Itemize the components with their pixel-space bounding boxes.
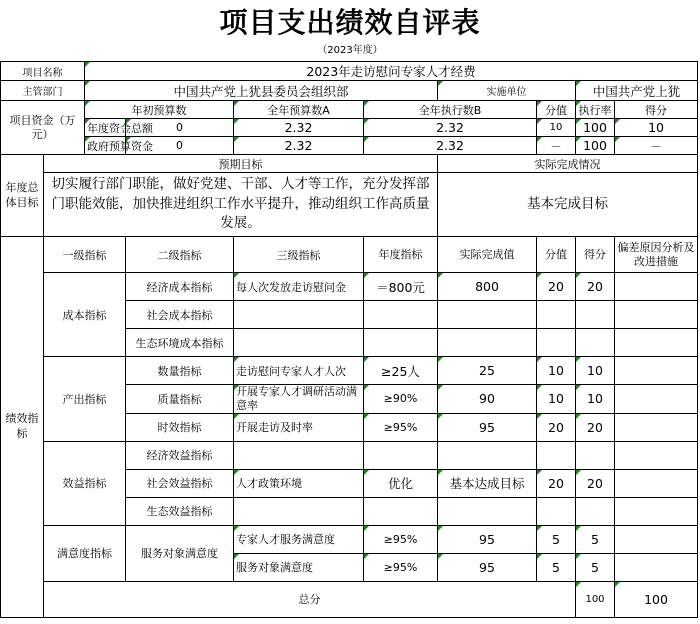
target-value: ≥95% (364, 413, 438, 441)
level2-time: 时效指标 (126, 413, 234, 441)
level3-item: 每人次发放走访慰问金 (234, 273, 364, 301)
got-value: 5 (576, 553, 615, 581)
score-value (537, 301, 576, 329)
funds-score: － (537, 137, 576, 155)
funds-header-score: 分值 (537, 101, 576, 119)
level3-item: 服务对象满意度 (234, 553, 364, 581)
funds-header-row (1, 101, 698, 119)
level1-output: 产出指标 (44, 357, 126, 442)
deviation-cell (615, 553, 698, 581)
year-label: （2023年度） (317, 45, 383, 56)
funds-row-name: 年度资金总额 (85, 119, 126, 137)
got-value: 20 (576, 469, 615, 497)
level2-cost-social: 社会成本指标 (126, 301, 234, 329)
funds-exec: 2.32 (364, 119, 537, 137)
actual-value (438, 441, 537, 469)
level1-satisfaction: 满意度指标 (44, 525, 126, 581)
funds-initial: 0 (126, 137, 234, 155)
level3-item: 人才政策环境 (234, 469, 364, 497)
actual-value (438, 497, 537, 525)
funds-annual: 2.32 (234, 119, 364, 137)
level3-item: 开展专家人才调研活动满意率 (234, 385, 364, 414)
funds-header-exec: 全年执行数B (364, 101, 537, 119)
level3-item: 开展走访及时率 (234, 413, 364, 441)
funds-header-annual: 全年预算数A (234, 101, 364, 119)
funds-row-gov (1, 137, 698, 155)
perf-header-got: 得分 (576, 237, 615, 273)
goal-content-row (1, 173, 698, 237)
actual-value: 800 (438, 273, 537, 301)
deviation-cell (615, 413, 698, 441)
total-row (1, 581, 698, 617)
level2-ben-eco: 生态效益指标 (126, 497, 234, 525)
actual-result: 基本完成目标 (438, 173, 698, 237)
got-value (576, 441, 615, 469)
target-value (364, 301, 438, 329)
level3-item (234, 329, 364, 357)
score-value: 5 (537, 525, 576, 553)
actual-value: 95 (438, 525, 537, 553)
deviation-cell (615, 441, 698, 469)
actual-value: 90 (438, 385, 537, 414)
performance-table (0, 61, 698, 618)
target-value: ＝800元 (364, 273, 438, 301)
funds-got: 10 (615, 119, 698, 137)
perf-header-score: 分值 (537, 237, 576, 273)
score-value (537, 441, 576, 469)
funds-initial: 0 (126, 119, 234, 137)
target-value: ≥90% (364, 385, 438, 414)
actual-value: 25 (438, 357, 537, 385)
total-label: 总分 (44, 581, 576, 617)
perf-header-level1: 一级指标 (44, 237, 126, 273)
level2-cost-econ: 经济成本指标 (126, 273, 234, 301)
got-value: 10 (576, 385, 615, 414)
funds-annual: 2.32 (234, 137, 364, 155)
level3-item (234, 497, 364, 525)
table-row (1, 273, 698, 301)
got-value: 10 (576, 357, 615, 385)
table-row (1, 525, 698, 553)
total-got: 100 (615, 581, 698, 617)
actual-header: 实际完成情况 (438, 155, 698, 173)
table-row (1, 441, 698, 469)
target-value: ≥25人 (364, 357, 438, 385)
project-label: 项目名称 (1, 62, 85, 81)
actual-value: 基本达成目标 (438, 469, 537, 497)
target-value: ≥95% (364, 525, 438, 553)
deviation-cell (615, 525, 698, 553)
expected-header: 预期目标 (44, 155, 438, 173)
level1-benefit: 效益指标 (44, 441, 126, 525)
got-value (576, 497, 615, 525)
impl-label: 实施单位 (438, 81, 576, 101)
perf-header-row (1, 237, 698, 273)
score-value: 10 (537, 357, 576, 385)
level2-cost-eco: 生态环境成本指标 (126, 329, 234, 357)
level2-satis-obj: 服务对象满意度 (126, 525, 234, 581)
funds-exec: 2.32 (364, 137, 537, 155)
score-value: 5 (537, 553, 576, 581)
funds-row-name: 政府预算资金 (85, 137, 126, 155)
target-value (364, 329, 438, 357)
perf-header-level3: 三级指标 (234, 237, 364, 273)
goal-label: 年度总体目标 (1, 155, 44, 237)
funds-header-rate: 执行率 (576, 101, 615, 119)
score-value: 20 (537, 469, 576, 497)
score-value: 20 (537, 273, 576, 301)
project-row (1, 62, 698, 81)
perf-header-deviation: 偏差原因分析及改进措施 (615, 237, 698, 273)
got-value: 20 (576, 413, 615, 441)
level3-item: 走访慰问专家人才人次 (234, 357, 364, 385)
department-row (1, 81, 698, 101)
funds-rate: 100 (576, 119, 615, 137)
target-value: 优化 (364, 469, 438, 497)
total-score: 100 (576, 581, 615, 617)
perf-header-level2: 二级指标 (126, 237, 234, 273)
funds-label: 项目资金（万元） (1, 101, 85, 155)
score-value (537, 497, 576, 525)
deviation-cell (615, 497, 698, 525)
funds-got: － (615, 137, 698, 155)
perf-header-actual: 实际完成值 (438, 237, 537, 273)
funds-header-initial: 年初预算数 (85, 101, 234, 119)
dept-label: 主管部门 (1, 81, 85, 101)
perf-label: 绩效指标 (1, 237, 44, 618)
got-value: 5 (576, 525, 615, 553)
actual-value: 95 (438, 553, 537, 581)
project-name: 2023年走访慰问专家人才经费 (85, 62, 698, 81)
got-value: 20 (576, 273, 615, 301)
deviation-cell (615, 469, 698, 497)
got-value (576, 329, 615, 357)
level2-qty: 数量指标 (126, 357, 234, 385)
level3-item (234, 441, 364, 469)
funds-row-total (1, 119, 698, 137)
deviation-cell (615, 385, 698, 414)
target-value (364, 497, 438, 525)
level2-ben-social: 社会效益指标 (126, 469, 234, 497)
funds-header-got: 得分 (615, 101, 698, 119)
got-value (576, 301, 615, 329)
deviation-cell (615, 357, 698, 385)
goal-header-row (1, 155, 698, 173)
expected-goal: 切实履行部门职能，做好党建、干部、人才等工作，充分发挥部门职能效能，加快推进组织工作水平提升，推动组织工作高质量发展。 (44, 173, 438, 237)
actual-value: 95 (438, 413, 537, 441)
deviation-cell (615, 301, 698, 329)
funds-rate: 100 (576, 137, 615, 155)
level2-quality: 质量指标 (126, 385, 234, 414)
funds-score: 10 (537, 119, 576, 137)
target-value (364, 441, 438, 469)
target-value: ≥95% (364, 553, 438, 581)
level1-cost: 成本指标 (44, 273, 126, 357)
score-value: 20 (537, 413, 576, 441)
actual-value (438, 301, 537, 329)
level3-item (234, 301, 364, 329)
level3-item: 专家人才服务满意度 (234, 525, 364, 553)
actual-value (438, 329, 537, 357)
level2-ben-econ: 经济效益指标 (126, 441, 234, 469)
deviation-cell (615, 273, 698, 301)
table-row (1, 357, 698, 385)
impl-value: 中国共产党上犹 (576, 81, 698, 101)
page-title: 项目支出绩效自评表 (219, 6, 481, 39)
perf-header-target: 年度指标 (364, 237, 438, 273)
dept-value: 中国共产党上犹县委员会组织部 (85, 81, 438, 101)
score-value (537, 329, 576, 357)
score-value: 10 (537, 385, 576, 414)
deviation-cell (615, 329, 698, 357)
